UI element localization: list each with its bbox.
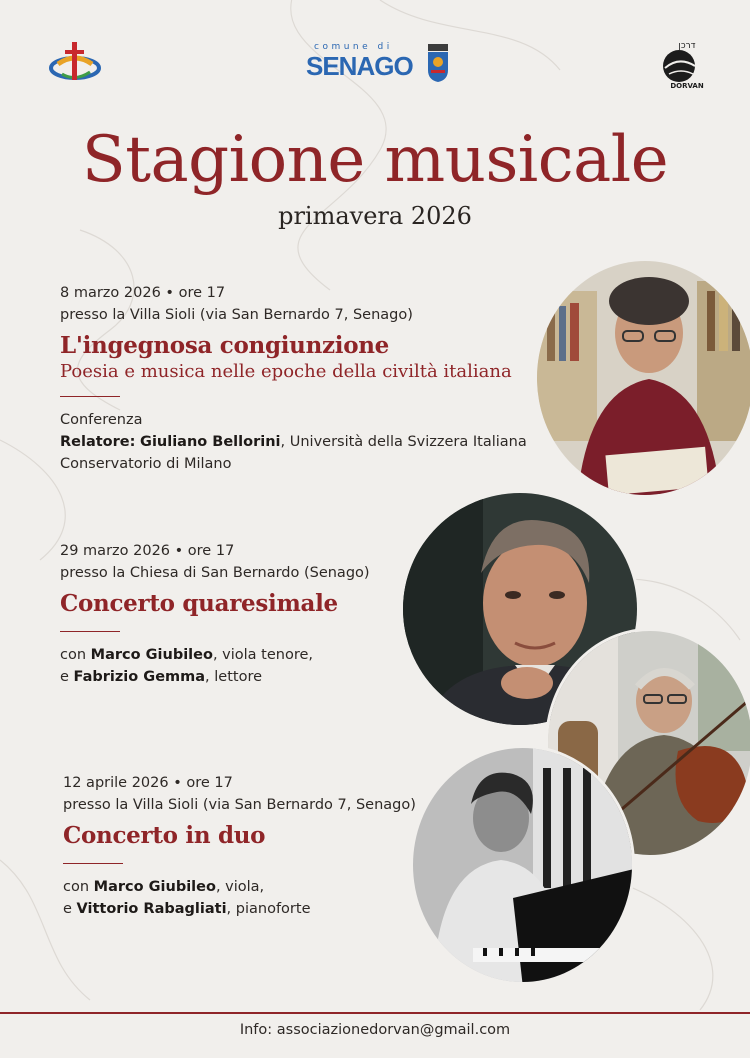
- event-1-speaker: [60, 431, 527, 453]
- event-1-subtitle: Poesia e musica nelle epoche della civiltà italiana: [60, 361, 512, 382]
- prefix: e: [63, 901, 77, 917]
- event-2-place: presso la Chiesa di San Bernardo (Senago): [60, 565, 370, 581]
- event-3-place: presso la Villa Sioli (via San Bernardo 7, Senago): [63, 797, 416, 813]
- event-2-title: Concerto quaresimale: [60, 590, 338, 617]
- performer-role: , pianoforte: [226, 901, 311, 917]
- page-subtitle: primavera 2026: [278, 202, 472, 230]
- event-1: [60, 282, 527, 475]
- speaker-label: Relatore:: [60, 434, 136, 450]
- speaker-photo: [534, 258, 750, 498]
- event-2-divider: [60, 631, 120, 632]
- coat-of-arms-icon: [426, 44, 450, 82]
- footer-contact: Info: associazionedorvan@gmail.com: [239, 1022, 511, 1038]
- performer-role: , viola tenore,: [212, 647, 314, 663]
- event-1-date: 8 marzo 2026 • ore 17: [60, 285, 226, 301]
- event-2-date: 29 marzo 2026 • ore 17: [60, 543, 235, 559]
- event-1-place: presso la Villa Sioli (via San Bernardo 7, Senago): [60, 307, 413, 323]
- page-title: Stagione musicale: [81, 123, 669, 197]
- dorvan-logo: [657, 38, 705, 90]
- event-3-performer-2: [63, 898, 416, 920]
- event-1-speaker-line2: Conservatorio di Milano: [60, 456, 232, 472]
- performer-role: , lettore: [205, 669, 263, 685]
- event-1-type: Conferenza: [60, 412, 143, 428]
- event-3-date: 12 aprile 2026 • ore 17: [63, 775, 233, 791]
- event-3: [63, 772, 416, 920]
- event-3-performer-1: [63, 876, 416, 898]
- event-2-performer-2: [60, 666, 370, 688]
- event-2-performer-1: [60, 644, 370, 666]
- speaker-name: Giuliano Bellorini: [140, 434, 281, 450]
- senago-logo-text: SENAGO: [306, 51, 413, 81]
- speaker-affiliation: , Università della Svizzera Italiana: [280, 434, 527, 450]
- footer-divider: [0, 1012, 750, 1014]
- event-2: [60, 540, 370, 688]
- senago-logo: [306, 42, 450, 84]
- event-1-divider: [60, 396, 120, 397]
- dorvan-logo-text: DORVAN: [670, 82, 704, 90]
- dorvan-logo-hebrew: דרכן: [678, 41, 696, 51]
- prefix: con: [63, 879, 94, 895]
- parish-logo: [48, 40, 102, 86]
- event-3-divider: [63, 863, 123, 864]
- performer-name: Marco Giubileo: [93, 879, 216, 895]
- event-1-title: L'ingegnosa congiunzione: [60, 332, 390, 359]
- performer-name: Marco Giubileo: [90, 647, 213, 663]
- performer-role: , viola,: [215, 879, 265, 895]
- event-3-title: Concerto in duo: [63, 822, 266, 849]
- senago-logo-small-text: comune di: [314, 42, 393, 52]
- pianist-photo: [410, 745, 635, 985]
- performer-name: Vittorio Rabagliati: [76, 901, 227, 917]
- prefix: con: [60, 647, 91, 663]
- performer-name: Fabrizio Gemma: [73, 669, 206, 685]
- prefix: e: [60, 669, 74, 685]
